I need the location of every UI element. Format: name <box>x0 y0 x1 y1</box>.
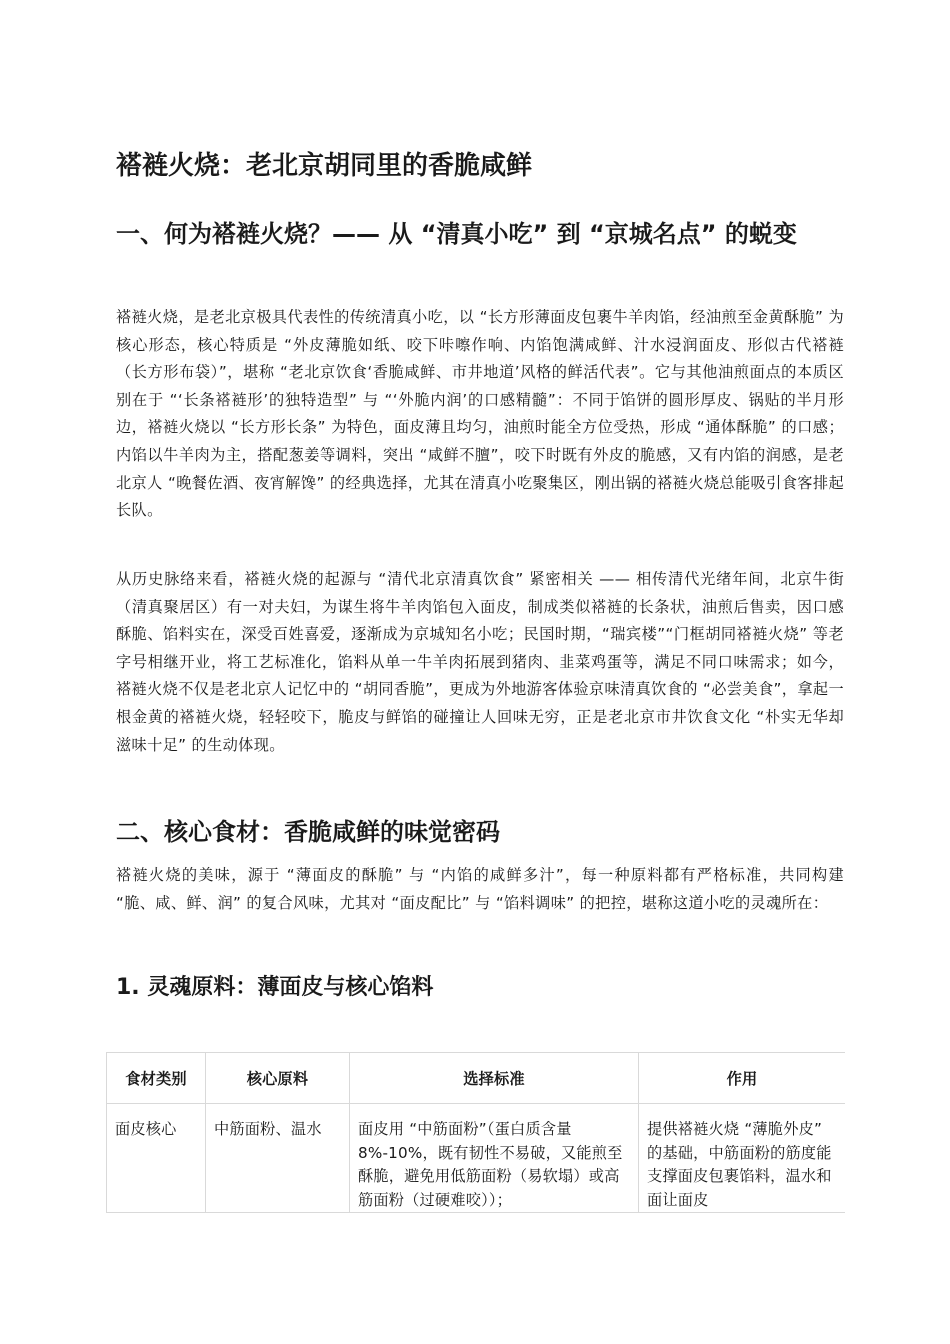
cell-ingredients: 中筋面粉、温水 <box>206 1104 350 1213</box>
header-selection-standard: 选择标准 <box>350 1053 639 1104</box>
subsection-heading-soul-ingredients: 1. 灵魂原料：薄面皮与核心馅料 <box>116 975 434 1000</box>
body-paragraph-ingredients-intro: 褡裢火烧的美味，源于 “薄面皮的酥脆” 与 “内馅的咸鲜多汁”，每一种原料都有严格标准，共同构建 “脆、咸、鲜、润” 的复合风味，尤其对 “面皮配比” 与 “馅料调味” 的把控，堪称这道小吃的灵魂所在： <box>116 866 844 912</box>
body-paragraph-definition: 褡裢火烧，是老北京极具代表性的传统清真小吃，以 “长方形薄面皮包裹牛羊肉馅，经油煎至金黄酥脆” 为核心形态，核心特质是 “外皮薄脆如纸、咬下咔嚓作响、内馅饱满咸鲜、汁水浸润面皮、形似古代褡裢（长方形布袋）”，堪称 “老北京饮食‘香脆咸鲜、市井地道’风格的鲜活代表”。它与其他油煎面点的本质区别在于 “‘长条褡裢形’的独特造型” 与 “‘外脆内润’的口感精髓”：不同于馅饼的圆形厚皮、锅贴的半月形边，褡裢火烧以 “长方形长条” 为特色，面皮薄且均匀，油煎时能全方位受热，形成 “通体酥脆” 的口感；内馅以牛羊肉为主，搭配葱姜等调料，突出 “咸鲜不膻”，咬下时既有外皮的脆感，又有内馅的润感，是老北京人 “晚餐佐酒、夜宵解馋” 的经典选择，尤其在清真小吃聚集区，刚出锅的褡裢火烧总能吸引食客排起长队。 <box>116 308 844 520</box>
document-title: 褡裢火烧：老北京胡同里的香脆咸鲜 <box>116 151 533 181</box>
section-heading-ingredients: 二、核心食材：香脆咸鲜的味觉密码 <box>116 818 500 846</box>
table-header-row <box>107 1053 846 1104</box>
header-function: 作用 <box>639 1053 846 1104</box>
section-heading-what-is: 一、何为褡裢火烧？—— 从 “清真小吃” 到 “京城名点” 的蜕变 <box>116 220 797 248</box>
cell-category: 面皮核心 <box>107 1104 206 1213</box>
ingredients-table-container <box>106 1052 845 1214</box>
cell-function: 提供褡裢火烧 “薄脆外皮” 的基础，中筋面粉的筋度能支撑面皮包裹馅料，温水和面让面皮 <box>639 1104 846 1213</box>
cell-standard: 面皮用 “中筋面粉”（蛋白质含量 8%-10%，既有韧性不易破，又能煎至酥脆，避免用低筋面粉（易软塌）或高筋面粉（过硬难咬））； <box>350 1104 639 1213</box>
table-row <box>107 1104 846 1213</box>
header-category: 食材类别 <box>107 1053 206 1104</box>
ingredients-table <box>106 1052 845 1213</box>
header-core-ingredients: 核心原料 <box>206 1053 350 1104</box>
body-paragraph-history: 从历史脉络来看，褡裢火烧的起源与 “清代北京清真饮食” 紧密相关 —— 相传清代光绪年间，北京牛街（清真聚居区）有一对夫妇，为谋生将牛羊肉馅包入面皮，制成类似褡裢的长条状，油煎后售卖，因口感酥脆、馅料实在，深受百姓喜爱，逐渐成为京城知名小吃；民国时期，“瑞宾楼”“门框胡同褡裢火烧” 等老字号相继开业，将工艺标准化，馅料从单一牛羊肉拓展到猪肉、韭菜鸡蛋等，满足不同口味需求；如今，褡裢火烧不仅是老北京人记忆中的 “胡同香脆”，更成为外地游客体验京味清真饮食的 “必尝美食”，拿起一根金黄的褡裢火烧，轻轻咬下，脆皮与鲜馅的碰撞让人回味无穷，正是老北京市井饮食文化 “朴实无华却滋味十足” 的生动体现。 <box>116 570 844 754</box>
